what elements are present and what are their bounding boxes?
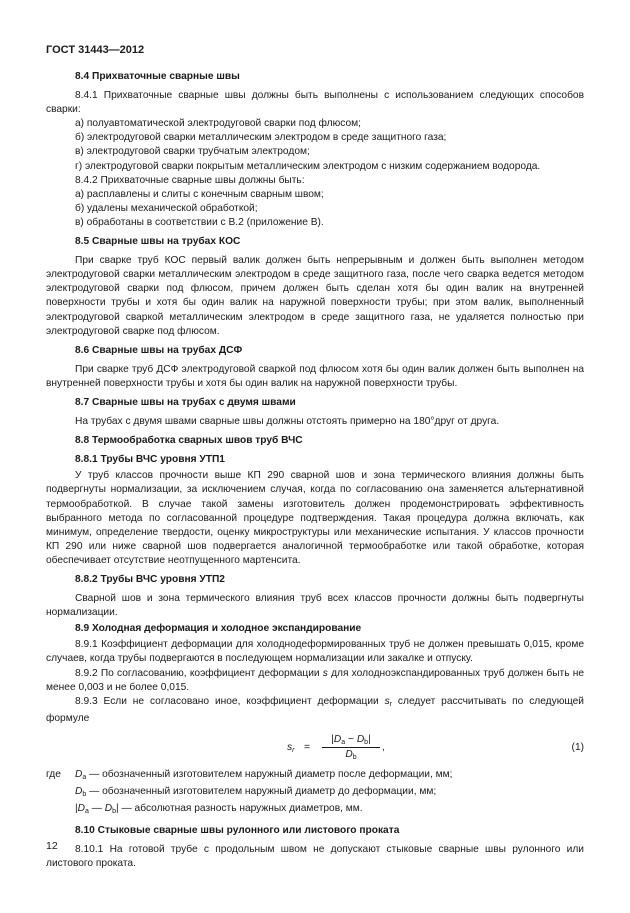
section-8-5-title: 8.5 Сварные швы на трубах КОС	[75, 236, 241, 248]
document-header: ГОСТ 31443—2012	[46, 44, 145, 56]
list-item-a: а) полуавтоматической электродуговой сварки под флюсом;	[75, 118, 361, 130]
section-8-9-title: 8.9 Холодная деформация и холодное экспандирование	[75, 623, 362, 635]
paragraph-8-10-1: 8.10.1 На готовой трубе с продольным швом не допускают стыковые сварные швы рулонного или листового проката.	[46, 844, 584, 870]
paragraph-8-4-1: 8.4.1 Прихваточные сварные швы должны быть выполнены с использованием следующих способов сварки:	[46, 90, 584, 116]
section-8-8-title: 8.8 Термообработка сварных швов труб ВЧС	[75, 435, 303, 447]
list-item-v2: в) обработаны в соответствии с В.2 (приложение В).	[75, 216, 324, 228]
where-label: где	[46, 768, 61, 780]
section-8-8-2-title: 8.8.2 Трубы ВЧС уровня УТП2	[75, 574, 225, 585]
formula-1	[46, 734, 584, 762]
definition-db: $D_b$ — обозначенный изготовителем наружный диаметр до деформации, мм;	[75, 786, 437, 799]
paragraph-8-9-2: 8.9.2 По согласованию, коэффициент деформации s для холодноэкспандированных труб должен быть не менее 0,003 и не более 0,015.	[46, 667, 584, 693]
section-8-8-1-title: 8.8.1 Трубы ВЧС уровня УТП1	[75, 454, 225, 466]
section-8-4-title: 8.4 Прихваточные сварные швы	[75, 71, 240, 82]
list-item-v: в) электродуговой сварки трубчатым электродом;	[75, 146, 310, 158]
list-item-a2: а) расплавлены и слиты с конечным сварным швом;	[75, 188, 324, 200]
formula-definitions	[46, 768, 584, 819]
formula-lhs: $s_r$	[287, 741, 295, 754]
section-8-7-title: 8.7 Сварные швы на трубах с двумя швами	[75, 396, 296, 408]
page-number: 12	[46, 840, 58, 852]
formula-equals: =	[304, 741, 310, 753]
formula-numerator: $|D_a - D_b|$	[322, 734, 380, 748]
paragraph-8-9-3: 8.9.3 Если не согласовано иное, коэффициент деформации $s_r$ следует рассчитывать по следующей формуле	[46, 695, 584, 724]
paragraph-8-8-2: Сварной шов и зона термического влияния труб всех классов прочности должны быть подвергнуты нормализации.	[46, 593, 584, 619]
section-8-10-title: 8.10 Стыковые сварные швы рулонного или листового проката	[75, 825, 400, 837]
paragraph-8-6: При сварке труб ДСФ электродуговой сваркой под флюсом хотя бы один валик должен быть выполнен на внутренней поверхности трубы и хотя бы один валик на наружной поверхности трубы.	[46, 363, 584, 389]
section-8-6-title: 8.6 Сварные швы на трубах ДСФ	[75, 344, 243, 356]
formula-number: (1)	[571, 741, 584, 753]
list-item-b2: б) удалены механической обработкой;	[75, 202, 258, 214]
document-page	[46, 44, 584, 872]
paragraph-8-4-2: 8.4.2 Прихваточные сварные швы должны быть:	[75, 174, 305, 186]
paragraph-8-5: При сварке труб КОС первый валик должен быть непрерывным и должен быть выполнен методом электродуговой сварки металлическим электродом в среде защитного газа, после чего сварка ведется методом электродуговой сварки под флюсом, причем должен быть сделан хотя бы один валик на внутренней поверхности трубы и хотя бы один валик на наружной поверхности трубы; при этом валик, выполненный электродуговой сваркой металлическим электродом в среде защитного газа, не удаляется полностью при электродуговой сварке под флюсом.	[46, 255, 584, 337]
formula-comma: ,	[382, 741, 385, 753]
list-item-b: б) электродуговой сварки металлическим электродом в среде защитного газа;	[75, 132, 447, 144]
paragraph-8-8-1: У труб классов прочности выше КП 290 сварной шов и зона термического влияния должны быть подвергнуты нормализации, за исключением случая, когда по согласованию она заменяется альтернативной термообработкой. В случае такой замены изготовитель должен продемонстрировать эффективность выбранного метода по согласованной процедуре подтверждения. Такая процедура должна включать, как минимум, определение твердости, оценку микроструктуры или механические испытания. У классов прочности КП 290 или ниже сварной шов подвергается аналогичной термообработке или такой обработке, которая обеспечивает отсутствие неотпущенного мартенсита.	[46, 470, 584, 566]
list-item-g: г) электродуговой сварки покрытым металлическим электродом с низким содержанием водорода.	[75, 160, 541, 172]
formula-denominator: $D_b$	[345, 748, 357, 761]
paragraph-8-7: На трубах с двумя швами сварные швы должны отстоять примерно на 180°друг от друга.	[75, 416, 500, 428]
definition-da: $D_a$ — обозначенный изготовителем наружный диаметр после деформации, мм;	[75, 768, 453, 781]
formula-fraction	[322, 734, 380, 761]
definition-diff: $|D_a$ — $D_b|$ — абсолютная разность наружных диаметров, мм.	[75, 803, 363, 816]
paragraph-8-9-1: 8.9.1 Коэффициент деформации для холоднодеформированных труб не должен превышать 0,015, кроме случаев, когда трубы подвергаются в последующем нормализации или закалке и отпуску.	[46, 639, 584, 665]
